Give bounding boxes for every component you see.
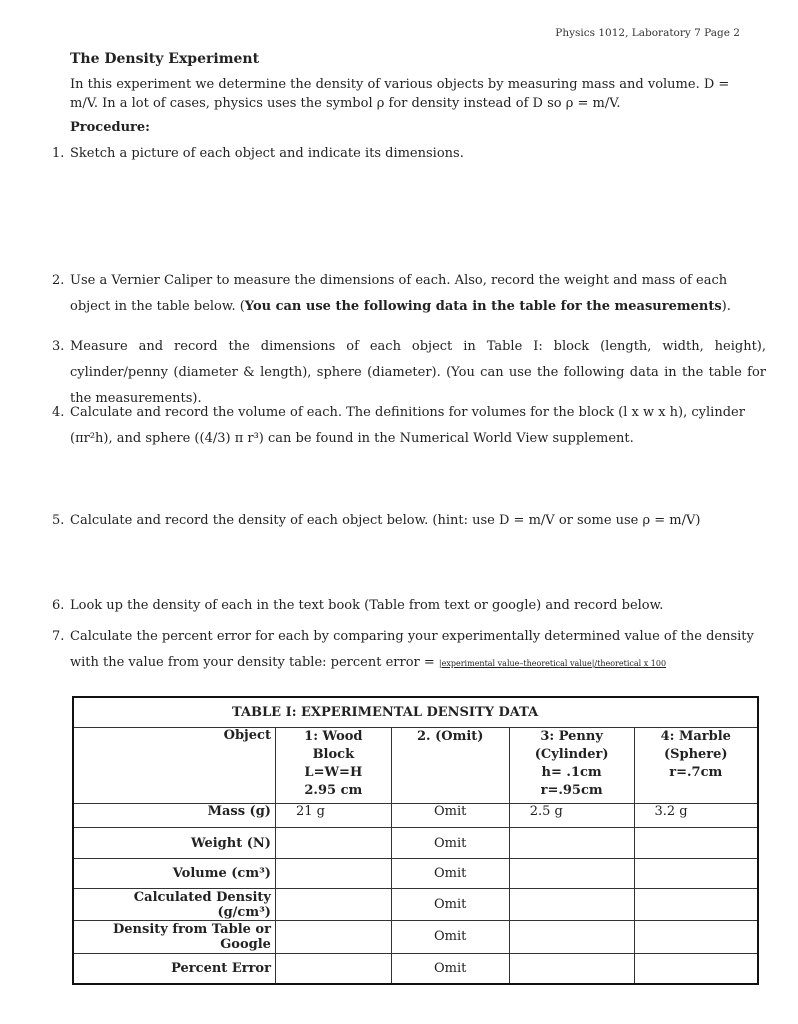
cell-marble[interactable] (634, 921, 758, 953)
table-row-volume (73, 858, 758, 888)
step-number: 4. (52, 405, 65, 420)
column-header-wood-block: 1: Wood Block L=W=H 2.95 cm (275, 728, 391, 804)
row-label: Percent Error (73, 953, 275, 984)
cell-marble[interactable] (634, 828, 758, 858)
step-text: Measure and record the dimensions of each object in Table I: block (length, width, height), cylinder/penny (diameter & length), sphere (diameter). (You can use the following data in the table for the measurements). (70, 339, 766, 406)
cell-omit: Omit (391, 953, 509, 984)
step-4 (52, 400, 766, 452)
column-header-omit: 2. (Omit) (391, 728, 509, 804)
row-label: Calculated Density (g/cm³) (73, 888, 275, 920)
step-number: 2. (52, 273, 65, 288)
table-row-calculated-density (73, 888, 758, 920)
cell-wood[interactable]: 21 g (275, 804, 391, 828)
cell-penny[interactable]: 2.5 g (509, 804, 634, 828)
step-text: Calculate and record the volume of each. The definitions for volumes for the block (l x w x h), cylinder (πr²h), and sphere ((4/3) π r³) can be found in the Numerical World View supplement. (70, 405, 745, 446)
step-5 (52, 508, 748, 534)
cell-marble[interactable] (634, 953, 758, 984)
cell-marble[interactable] (634, 888, 758, 920)
cell-wood[interactable] (275, 858, 391, 888)
table-header-row (73, 728, 758, 804)
step-number: 6. (52, 598, 65, 613)
document-title: The Density Experiment (70, 51, 260, 67)
cell-omit: Omit (391, 804, 509, 828)
table-row-density-from-table (73, 921, 758, 953)
percent-error-formula: |experimental value–theoretical value|/theoretical x 100 (438, 659, 667, 668)
row-label: Density from Table or Google (73, 921, 275, 953)
step-7 (52, 624, 766, 677)
cell-wood[interactable] (275, 953, 391, 984)
row-label: Volume (cm³) (73, 858, 275, 888)
cell-marble[interactable] (634, 858, 758, 888)
cell-wood[interactable] (275, 828, 391, 858)
step-6 (52, 593, 748, 619)
cell-penny[interactable] (509, 888, 634, 920)
table-row-mass (73, 804, 758, 828)
object-label: Object (73, 728, 275, 804)
step-emphasis: You can use the following data in the table for the measurements (244, 299, 722, 314)
table-caption: TABLE I: EXPERIMENTAL DENSITY DATA (73, 697, 758, 728)
cell-marble[interactable]: 3.2 g (634, 804, 758, 828)
step-text: Sketch a picture of each object and indicate its dimensions. (70, 146, 464, 161)
step-text: Calculate the percent error for each by comparing your experimentally determined value of the density with the value from your density table: percent error = (70, 629, 754, 670)
table-row-weight (73, 828, 758, 858)
page-header: Physics 1012, Laboratory 7 Page 2 (555, 27, 740, 39)
cell-penny[interactable] (509, 828, 634, 858)
step-text: Use a Vernier Caliper to measure the dimensions of each. Also, record the weight and mass of each object in the table below. ( (70, 273, 728, 314)
density-data-table (72, 696, 759, 985)
column-header-penny: 3: Penny (Cylinder) h= .1cm r=.95cm (509, 728, 634, 804)
step-2 (52, 268, 766, 320)
cell-penny[interactable] (509, 921, 634, 953)
procedure-heading: Procedure: (70, 120, 150, 135)
step-number: 1. (52, 146, 65, 161)
step-text-tail: ). (721, 299, 731, 314)
column-header-marble: 4: Marble (Sphere) r=.7cm (634, 728, 758, 804)
row-label: Mass (g) (73, 804, 275, 828)
step-number: 7. (52, 629, 65, 644)
cell-omit: Omit (391, 828, 509, 858)
cell-penny[interactable] (509, 858, 634, 888)
table-row-percent-error (73, 953, 758, 984)
cell-omit: Omit (391, 858, 509, 888)
cell-penny[interactable] (509, 953, 634, 984)
cell-wood[interactable] (275, 888, 391, 920)
cell-omit: Omit (391, 921, 509, 953)
step-1 (52, 141, 748, 167)
cell-wood[interactable] (275, 921, 391, 953)
row-label: Weight (N) (73, 828, 275, 858)
cell-omit: Omit (391, 888, 509, 920)
intro-paragraph: In this experiment we determine the density of various objects by measuring mass and volume. D = m/V. In a lot of cases, physics uses the symbol ρ for density instead of D so ρ = m/V. (70, 77, 730, 111)
step-number: 5. (52, 513, 65, 528)
step-text: Look up the density of each in the text book (Table from text or google) and record below. (70, 598, 664, 613)
step-number: 3. (52, 339, 65, 354)
step-text: Calculate and record the density of each object below. (hint: use D = m/V or some use ρ = m/V) (70, 513, 701, 528)
